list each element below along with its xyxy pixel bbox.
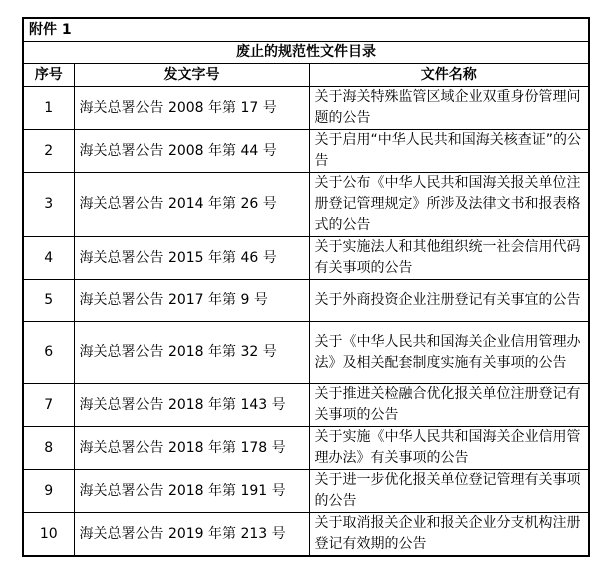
- table-row: [23, 280, 589, 322]
- cell-doc-name: 关于外商投资企业注册登记有关事宜的公告: [309, 280, 589, 322]
- cell-serial: 7: [23, 384, 74, 427]
- attachment-header-row: [23, 18, 589, 42]
- cell-doc-name: 关于启用“中华人民共和国海关核查证”的公告: [309, 130, 589, 173]
- cell-doc-name: 关于海关特殊监管区域企业双重身份管理问题的公告: [309, 87, 589, 130]
- attachment-label: 附件 1: [23, 18, 589, 42]
- cell-doc-number: 海关总署公告 2015 年第 46 号: [74, 237, 309, 280]
- table-row: [23, 470, 589, 513]
- cell-doc-number: 海关总署公告 2017 年第 9 号: [74, 280, 309, 322]
- cell-serial: 6: [23, 322, 74, 384]
- table-title: 废止的规范性文件目录: [23, 42, 589, 64]
- cell-doc-number: 海关总署公告 2019 年第 213 号: [74, 513, 309, 557]
- column-header-doc-number: 发文字号: [74, 64, 309, 87]
- table-row: [23, 130, 589, 173]
- column-header-doc-name: 文件名称: [309, 64, 589, 87]
- cell-doc-number: 海关总署公告 2018 年第 191 号: [74, 470, 309, 513]
- cell-serial: 4: [23, 237, 74, 280]
- table-row: [23, 427, 589, 470]
- table-row: [23, 87, 589, 130]
- table-title-row: [23, 42, 589, 64]
- cell-doc-number: 海关总署公告 2018 年第 32 号: [74, 322, 309, 384]
- cell-doc-name: 关于《中华人民共和国海关企业信用管理办法》及相关配套制度实施有关事项的公告: [309, 322, 589, 384]
- cell-doc-name: 关于公布《中华人民共和国海关报关单位注册登记管理规定》所涉及法律文书和报表格式的公告: [309, 173, 589, 237]
- cell-serial: 8: [23, 427, 74, 470]
- table-row: [23, 237, 589, 280]
- cell-serial: 1: [23, 87, 74, 130]
- cell-doc-name: 关于进一步优化报关单位登记管理有关事项的公告: [309, 470, 589, 513]
- cell-doc-name: 关于实施法人和其他组织统一社会信用代码有关事项的公告: [309, 237, 589, 280]
- table-row: [23, 322, 589, 384]
- table-row: [23, 513, 589, 557]
- cell-doc-number: 海关总署公告 2018 年第 178 号: [74, 427, 309, 470]
- cell-doc-name: 关于取消报关企业和报关企业分支机构注册登记有效期的公告: [309, 513, 589, 557]
- column-header-row: [23, 64, 589, 87]
- cell-serial: 3: [23, 173, 74, 237]
- cell-doc-name: 关于实施《中华人民共和国海关企业信用管理办法》有关事项的公告: [309, 427, 589, 470]
- cell-doc-number: 海关总署公告 2018 年第 143 号: [74, 384, 309, 427]
- cell-serial: 5: [23, 280, 74, 322]
- cell-serial: 2: [23, 130, 74, 173]
- cell-doc-number: 海关总署公告 2008 年第 17 号: [74, 87, 309, 130]
- cell-serial: 10: [23, 513, 74, 557]
- cell-doc-number: 海关总署公告 2014 年第 26 号: [74, 173, 309, 237]
- abolished-documents-table: [22, 17, 590, 557]
- cell-doc-number: 海关总署公告 2008 年第 44 号: [74, 130, 309, 173]
- column-header-serial: 序号: [23, 64, 74, 87]
- table-row: [23, 173, 589, 237]
- table-row: [23, 384, 589, 427]
- cell-serial: 9: [23, 470, 74, 513]
- cell-doc-name: 关于推进关检融合优化报关单位注册登记有关事项的公告: [309, 384, 589, 427]
